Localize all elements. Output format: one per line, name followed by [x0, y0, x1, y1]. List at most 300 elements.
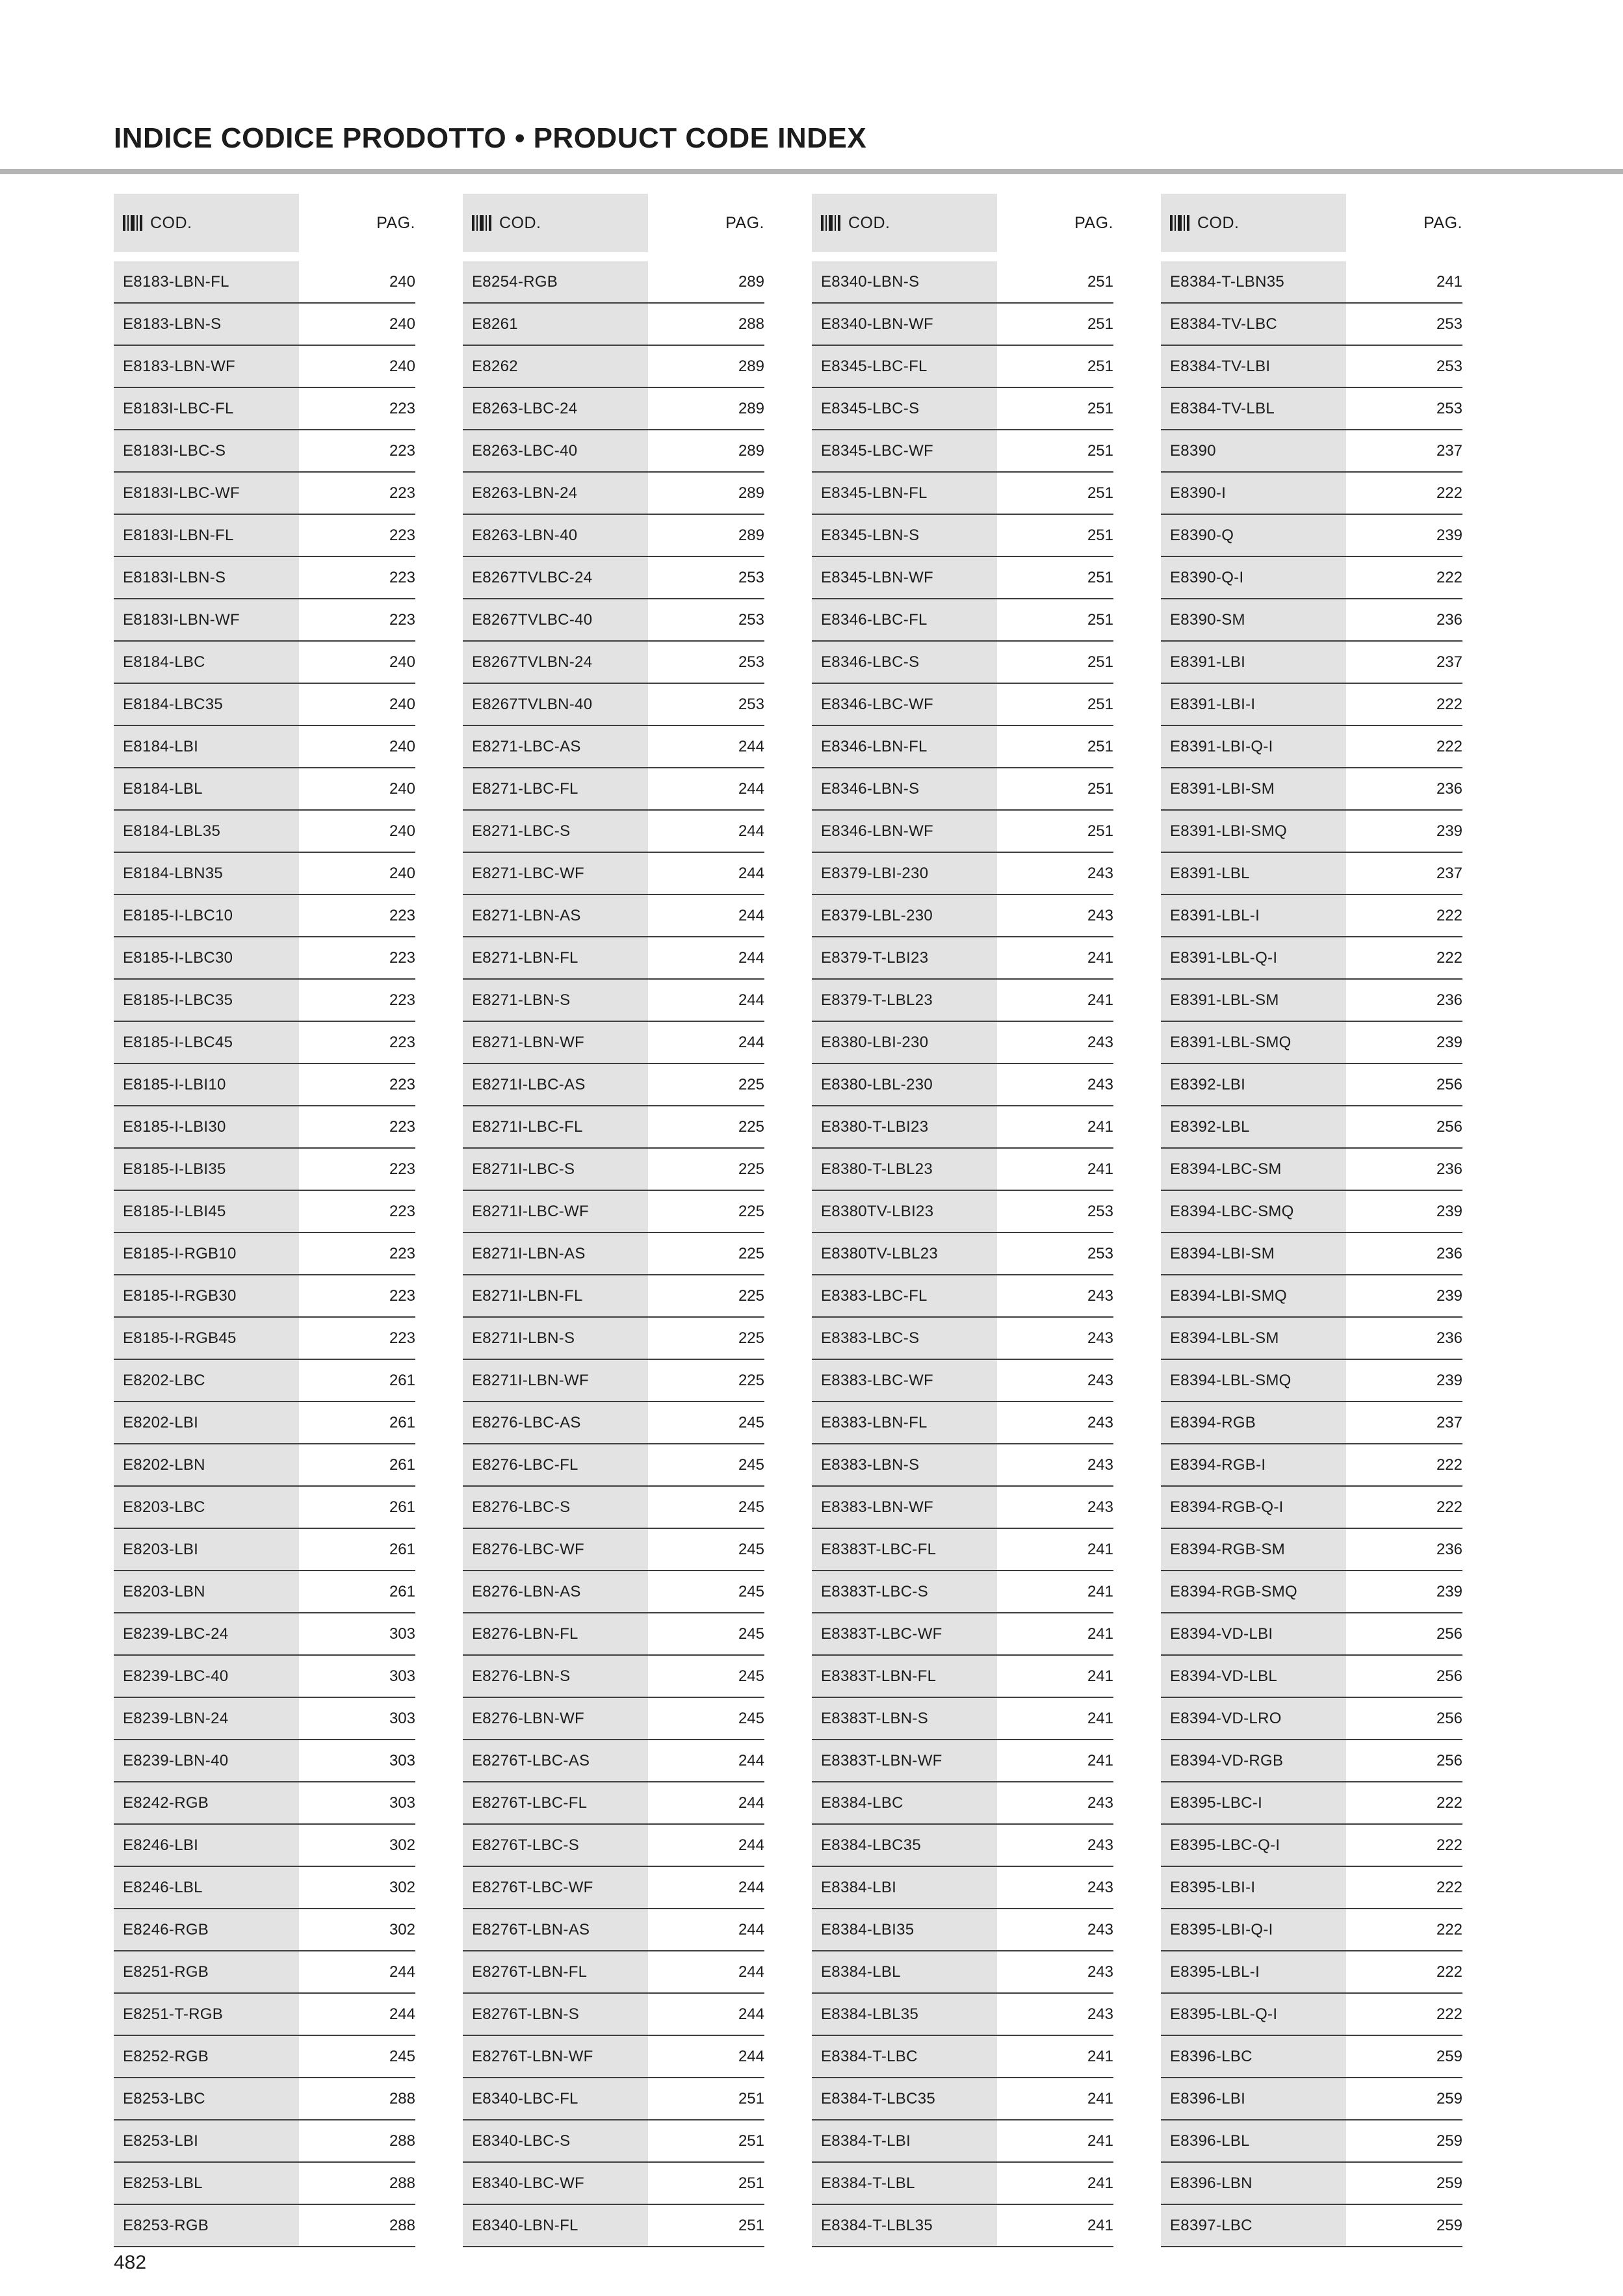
table-row	[114, 473, 415, 515]
page-ref: 223	[389, 906, 415, 924]
product-code: E8271-LBN-AS	[463, 895, 648, 936]
page-ref: 302	[389, 1878, 415, 1896]
table-row	[114, 304, 415, 346]
table-row	[1161, 1106, 1462, 1149]
table-row	[812, 1782, 1113, 1825]
page-ref: 251	[1087, 272, 1113, 291]
product-code: E8183I-LBN-WF	[114, 599, 299, 640]
product-code: E8390-SM	[1161, 599, 1346, 640]
product-code: E8183I-LBC-WF	[114, 473, 299, 514]
table-row	[812, 346, 1113, 388]
page-ref: 223	[389, 1075, 415, 1093]
product-code: E8267TVLBN-24	[463, 642, 648, 683]
page-ref: 239	[1436, 1371, 1462, 1389]
product-code: E8183I-LBC-S	[114, 430, 299, 471]
product-code: E8390	[1161, 430, 1346, 471]
table-row	[114, 768, 415, 811]
product-code: E8391-LBL-Q-I	[1161, 937, 1346, 978]
page-ref: 251	[738, 2089, 764, 2107]
product-code: E8345-LBC-S	[812, 388, 997, 429]
page-ref: 222	[1436, 737, 1462, 755]
index-column-4	[1161, 194, 1462, 2247]
page-ref: 243	[1087, 1836, 1113, 1854]
page-ref: 236	[1436, 1540, 1462, 1558]
page-ref: 251	[1087, 779, 1113, 798]
product-code: E8391-LBI	[1161, 642, 1346, 683]
product-code: E8271-LBC-AS	[463, 726, 648, 767]
product-code: E8262	[463, 346, 648, 387]
page-ref: 225	[738, 1160, 764, 1178]
column-header	[1161, 194, 1462, 252]
page-ref: 241	[1087, 1582, 1113, 1600]
product-code: E8394-RGB-SM	[1161, 1529, 1346, 1570]
table-row	[114, 1402, 415, 1444]
page-ref: 225	[738, 1117, 764, 1136]
product-code: E8390-I	[1161, 473, 1346, 514]
table-row	[1161, 1233, 1462, 1275]
page-ref: 245	[738, 1498, 764, 1516]
product-code: E8239-LBN-24	[114, 1698, 299, 1739]
product-code: E8394-LBL-SMQ	[1161, 1360, 1346, 1401]
product-code: E8391-LBI-Q-I	[1161, 726, 1346, 767]
table-row	[812, 1613, 1113, 1656]
table-row	[463, 1994, 764, 2036]
product-code: E8239-LBC-24	[114, 1613, 299, 1654]
table-row	[463, 1613, 764, 1656]
table-row	[812, 473, 1113, 515]
page-header-label: PAG.	[1423, 213, 1462, 232]
page-ref: 222	[1436, 695, 1462, 713]
table-row	[1161, 557, 1462, 599]
page-ref: 222	[1436, 1498, 1462, 1516]
page-ref: 222	[1436, 1794, 1462, 1812]
table-row	[463, 1022, 764, 1064]
table-row	[463, 1444, 764, 1487]
product-code: E8263-LBC-24	[463, 388, 648, 429]
page-ref: 251	[1087, 610, 1113, 629]
product-code: E8276T-LBN-AS	[463, 1909, 648, 1950]
table-row	[114, 726, 415, 768]
page-ref: 241	[1087, 2174, 1113, 2192]
product-code: E8185-I-LBI45	[114, 1191, 299, 1232]
product-code: E8384-T-LBL35	[812, 2205, 997, 2246]
page-ref: 243	[1087, 906, 1113, 924]
product-code: E8183-LBN-FL	[114, 261, 299, 302]
table-row	[114, 895, 415, 937]
table-row	[812, 1487, 1113, 1529]
page-ref: 243	[1087, 1920, 1113, 1938]
table-row	[812, 768, 1113, 811]
table-row	[114, 557, 415, 599]
page-ref: 243	[1087, 1033, 1113, 1051]
product-code: E8184-LBC35	[114, 684, 299, 725]
page-ref: 239	[1436, 1033, 1462, 1051]
table-row	[114, 346, 415, 388]
product-code: E8396-LBI	[1161, 2078, 1346, 2119]
product-code: E8394-VD-RGB	[1161, 1740, 1346, 1781]
product-code: E8267TVLBN-40	[463, 684, 648, 725]
table-row	[114, 1444, 415, 1487]
table-row	[1161, 726, 1462, 768]
product-code: E8379-LBI-230	[812, 853, 997, 894]
page-ref: 259	[1436, 2047, 1462, 2065]
table-row	[812, 1867, 1113, 1909]
product-code: E8380-LBI-230	[812, 1022, 997, 1063]
table-row	[1161, 2205, 1462, 2247]
product-code: E8202-LBI	[114, 1402, 299, 1443]
page-ref: 225	[738, 1286, 764, 1305]
table-row	[1161, 1867, 1462, 1909]
page-ref: 256	[1436, 1117, 1462, 1136]
table-row	[1161, 1994, 1462, 2036]
page-ref: 243	[1087, 1413, 1113, 1431]
page-ref: 244	[738, 822, 764, 840]
product-code: E8185-I-RGB10	[114, 1233, 299, 1274]
table-row	[812, 1360, 1113, 1402]
page-ref: 245	[389, 2047, 415, 2065]
page-ref: 253	[1436, 399, 1462, 417]
table-row	[1161, 853, 1462, 895]
product-code: E8394-RGB	[1161, 1402, 1346, 1443]
page-ref: 241	[1087, 1624, 1113, 1643]
product-code: E8384-T-LBL	[812, 2163, 997, 2204]
product-code: E8276T-LBN-FL	[463, 1951, 648, 1992]
page-ref: 245	[738, 1413, 764, 1431]
table-row	[463, 2036, 764, 2078]
page-ref: 241	[1087, 1540, 1113, 1558]
table-row	[463, 2078, 764, 2120]
table-row	[812, 1740, 1113, 1782]
page-ref: 251	[738, 2216, 764, 2234]
product-code: E8380-T-LBI23	[812, 1106, 997, 1147]
product-code: E8345-LBC-FL	[812, 346, 997, 387]
table-row	[114, 2078, 415, 2120]
page-ref: 237	[1436, 864, 1462, 882]
table-row	[463, 430, 764, 473]
page-ref: 243	[1087, 1794, 1113, 1812]
page-ref: 289	[738, 526, 764, 544]
page-ref: 237	[1436, 441, 1462, 460]
page-ref: 223	[389, 1286, 415, 1305]
page-ref: 244	[738, 2047, 764, 2065]
product-code: E8271I-LBC-WF	[463, 1191, 648, 1232]
product-code: E8345-LBC-WF	[812, 430, 997, 471]
table-row	[463, 1106, 764, 1149]
page-ref: 240	[389, 272, 415, 291]
table-row	[463, 684, 764, 726]
table-row	[1161, 1529, 1462, 1571]
table-row	[114, 1613, 415, 1656]
barcode-icon	[123, 215, 142, 231]
product-code: E8276T-LBC-WF	[463, 1867, 648, 1908]
product-code: E8184-LBI	[114, 726, 299, 767]
product-code: E8185-I-LBC45	[114, 1022, 299, 1063]
table-row	[812, 1571, 1113, 1613]
product-code: E8391-LBL-SM	[1161, 980, 1346, 1021]
page-ref: 259	[1436, 2174, 1462, 2192]
table-row	[1161, 1698, 1462, 1740]
table-row	[1161, 473, 1462, 515]
product-code: E8394-LBC-SMQ	[1161, 1191, 1346, 1232]
page-ref: 303	[389, 1709, 415, 1727]
product-code: E8202-LBN	[114, 1444, 299, 1485]
column-header	[463, 194, 764, 252]
product-code: E8340-LBN-S	[812, 261, 997, 302]
product-code: E8253-LBC	[114, 2078, 299, 2119]
product-code: E8267TVLBC-40	[463, 599, 648, 640]
page-ref: 251	[1087, 695, 1113, 713]
product-code: E8379-T-LBL23	[812, 980, 997, 1021]
product-code: E8183I-LBN-S	[114, 557, 299, 598]
page-ref: 243	[1087, 1963, 1113, 1981]
product-code: E8392-LBL	[1161, 1106, 1346, 1147]
product-code: E8253-LBI	[114, 2120, 299, 2161]
page-ref: 222	[1436, 568, 1462, 586]
table-row	[1161, 2036, 1462, 2078]
page-ref: 251	[1087, 737, 1113, 755]
table-row	[812, 515, 1113, 557]
product-code: E8394-LBI-SMQ	[1161, 1275, 1346, 1316]
table-row	[463, 1656, 764, 1698]
product-code: E8391-LBI-SM	[1161, 768, 1346, 809]
table-row	[463, 599, 764, 642]
product-code: E8246-RGB	[114, 1909, 299, 1950]
page-ref: 245	[738, 1709, 764, 1727]
table-row	[812, 1064, 1113, 1106]
product-code: E8184-LBC	[114, 642, 299, 683]
page-ref: 244	[738, 1836, 764, 1854]
table-row	[114, 515, 415, 557]
table-row	[463, 768, 764, 811]
table-row	[114, 853, 415, 895]
table-row	[114, 937, 415, 980]
page-ref: 251	[1087, 653, 1113, 671]
table-row	[812, 2163, 1113, 2205]
page-ref: 259	[1436, 2132, 1462, 2150]
page-ref: 303	[389, 1667, 415, 1685]
page-ref: 223	[389, 1202, 415, 1220]
product-code: E8395-LBL-I	[1161, 1951, 1346, 1992]
table-row	[812, 811, 1113, 853]
table-row	[463, 1571, 764, 1613]
table-row	[1161, 1782, 1462, 1825]
product-code: E8394-VD-LBL	[1161, 1656, 1346, 1697]
table-row	[1161, 937, 1462, 980]
table-row	[812, 1402, 1113, 1444]
product-code: E8383T-LBN-S	[812, 1698, 997, 1739]
product-code: E8394-VD-LBI	[1161, 1613, 1346, 1654]
page-ref: 241	[1087, 2047, 1113, 2065]
page-ref: 223	[389, 399, 415, 417]
table-row	[114, 1064, 415, 1106]
product-code: E8276-LBC-S	[463, 1487, 648, 1528]
page-ref: 243	[1087, 1075, 1113, 1093]
product-code: E8346-LBN-S	[812, 768, 997, 809]
product-code: E8271-LBC-S	[463, 811, 648, 852]
product-code: E8271I-LBN-S	[463, 1318, 648, 1359]
product-code: E8396-LBN	[1161, 2163, 1346, 2204]
product-code: E8383-LBC-WF	[812, 1360, 997, 1401]
product-code: E8184-LBN35	[114, 853, 299, 894]
table-row	[114, 642, 415, 684]
product-code: E8346-LBC-S	[812, 642, 997, 683]
product-code: E8390-Q-I	[1161, 557, 1346, 598]
page-ref: 237	[1436, 653, 1462, 671]
table-row	[463, 304, 764, 346]
product-code: E8391-LBL-SMQ	[1161, 1022, 1346, 1063]
page-ref: 245	[738, 1582, 764, 1600]
page-ref: 240	[389, 822, 415, 840]
table-row	[1161, 1022, 1462, 1064]
table-row	[1161, 1740, 1462, 1782]
page-ref: 236	[1436, 991, 1462, 1009]
page-ref: 244	[738, 1963, 764, 1981]
table-row	[1161, 1360, 1462, 1402]
product-code: E8276T-LBN-WF	[463, 2036, 648, 2077]
product-code: E8183-LBN-WF	[114, 346, 299, 387]
table-row	[114, 1782, 415, 1825]
product-code: E8251-T-RGB	[114, 1994, 299, 2035]
page-ref: 244	[738, 864, 764, 882]
table-row	[1161, 1825, 1462, 1867]
page-ref: 225	[738, 1075, 764, 1093]
table-row	[1161, 1909, 1462, 1951]
table-row	[114, 2036, 415, 2078]
product-code: E8203-LBN	[114, 1571, 299, 1612]
table-row	[463, 1909, 764, 1951]
product-code: E8384-LBC35	[812, 1825, 997, 1866]
page-ref: 222	[1436, 484, 1462, 502]
product-code: E8383T-LBC-FL	[812, 1529, 997, 1570]
product-code: E8246-LBI	[114, 1825, 299, 1866]
table-row	[1161, 1613, 1462, 1656]
page-ref: 236	[1436, 1244, 1462, 1262]
page-ref: 288	[738, 315, 764, 333]
page-ref: 222	[1436, 1836, 1462, 1854]
product-code: E8395-LBC-Q-I	[1161, 1825, 1346, 1866]
product-code: E8276T-LBC-S	[463, 1825, 648, 1866]
column-header	[812, 194, 1113, 252]
table-row	[114, 1698, 415, 1740]
page-ref: 244	[738, 991, 764, 1009]
product-code: E8252-RGB	[114, 2036, 299, 2077]
product-code: E8183I-LBN-FL	[114, 515, 299, 556]
product-code: E8379-T-LBI23	[812, 937, 997, 978]
page-ref: 243	[1087, 1498, 1113, 1516]
table-row	[463, 1318, 764, 1360]
table-row	[114, 1529, 415, 1571]
table-row	[812, 1698, 1113, 1740]
page-ref: 241	[1087, 1751, 1113, 1769]
table-row	[114, 1994, 415, 2036]
table-row	[463, 1487, 764, 1529]
page-ref: 243	[1087, 1329, 1113, 1347]
table-row	[463, 346, 764, 388]
code-header-cell	[812, 194, 997, 252]
page-ref: 223	[389, 568, 415, 586]
product-code: E8271-LBN-FL	[463, 937, 648, 978]
table-row	[114, 2205, 415, 2247]
page-ref: 251	[1087, 315, 1113, 333]
page-ref: 244	[738, 1751, 764, 1769]
table-row	[1161, 1275, 1462, 1318]
table-row	[114, 811, 415, 853]
table-row	[1161, 1402, 1462, 1444]
product-code: E8276-LBC-FL	[463, 1444, 648, 1485]
table-row	[463, 811, 764, 853]
page-ref: 239	[1436, 1202, 1462, 1220]
page-ref: 261	[389, 1455, 415, 1474]
table-row	[463, 1064, 764, 1106]
page-ref: 244	[738, 2005, 764, 2023]
product-code: E8251-RGB	[114, 1951, 299, 1992]
page-ref: 240	[389, 864, 415, 882]
page-ref: 259	[1436, 2216, 1462, 2234]
table-row	[1161, 895, 1462, 937]
product-code: E8397-LBC	[1161, 2205, 1346, 2246]
page-ref: 243	[1087, 1371, 1113, 1389]
table-row	[114, 1740, 415, 1782]
table-row	[812, 2036, 1113, 2078]
page-ref: 253	[1087, 1244, 1113, 1262]
page-ref: 243	[1087, 1455, 1113, 1474]
page-ref: 303	[389, 1794, 415, 1812]
product-code: E8261	[463, 304, 648, 345]
product-code: E8340-LBN-WF	[812, 304, 997, 345]
product-code: E8271I-LBN-FL	[463, 1275, 648, 1316]
product-code: E8276T-LBN-S	[463, 1994, 648, 2035]
page-ref: 243	[1087, 1878, 1113, 1896]
page-ref: 289	[738, 441, 764, 460]
page-ref: 289	[738, 272, 764, 291]
product-code: E8346-LBC-FL	[812, 599, 997, 640]
page-ref: 244	[738, 1794, 764, 1812]
page-ref: 222	[1436, 1920, 1462, 1938]
table-row	[812, 1275, 1113, 1318]
table-row	[1161, 1487, 1462, 1529]
table-row	[812, 1318, 1113, 1360]
page-ref: 239	[1436, 526, 1462, 544]
product-code: E8183I-LBC-FL	[114, 388, 299, 429]
product-code: E8276-LBN-AS	[463, 1571, 648, 1612]
product-code: E8183-LBN-S	[114, 304, 299, 345]
table-row	[463, 1825, 764, 1867]
table-row	[463, 1782, 764, 1825]
product-code: E8394-RGB-SMQ	[1161, 1571, 1346, 1612]
table-row	[114, 1571, 415, 1613]
page-header-label: PAG.	[725, 213, 764, 232]
table-row	[812, 642, 1113, 684]
product-code: E8263-LBN-40	[463, 515, 648, 556]
page-ref: 222	[1436, 1878, 1462, 1896]
page-ref: 223	[389, 948, 415, 967]
table-row	[463, 2120, 764, 2163]
page-ref: 253	[738, 695, 764, 713]
product-code: E8253-LBL	[114, 2163, 299, 2204]
product-code: E8380-T-LBL23	[812, 1149, 997, 1190]
page-ref: 251	[1087, 357, 1113, 375]
product-code: E8276-LBC-WF	[463, 1529, 648, 1570]
table-row	[812, 1149, 1113, 1191]
page-ref: 225	[738, 1329, 764, 1347]
page-ref: 288	[389, 2216, 415, 2234]
table-row	[1161, 811, 1462, 853]
title-divider	[0, 169, 1623, 174]
page-ref: 239	[1436, 1286, 1462, 1305]
table-row	[1161, 1191, 1462, 1233]
table-row	[114, 1022, 415, 1064]
product-code: E8394-RGB-I	[1161, 1444, 1346, 1485]
